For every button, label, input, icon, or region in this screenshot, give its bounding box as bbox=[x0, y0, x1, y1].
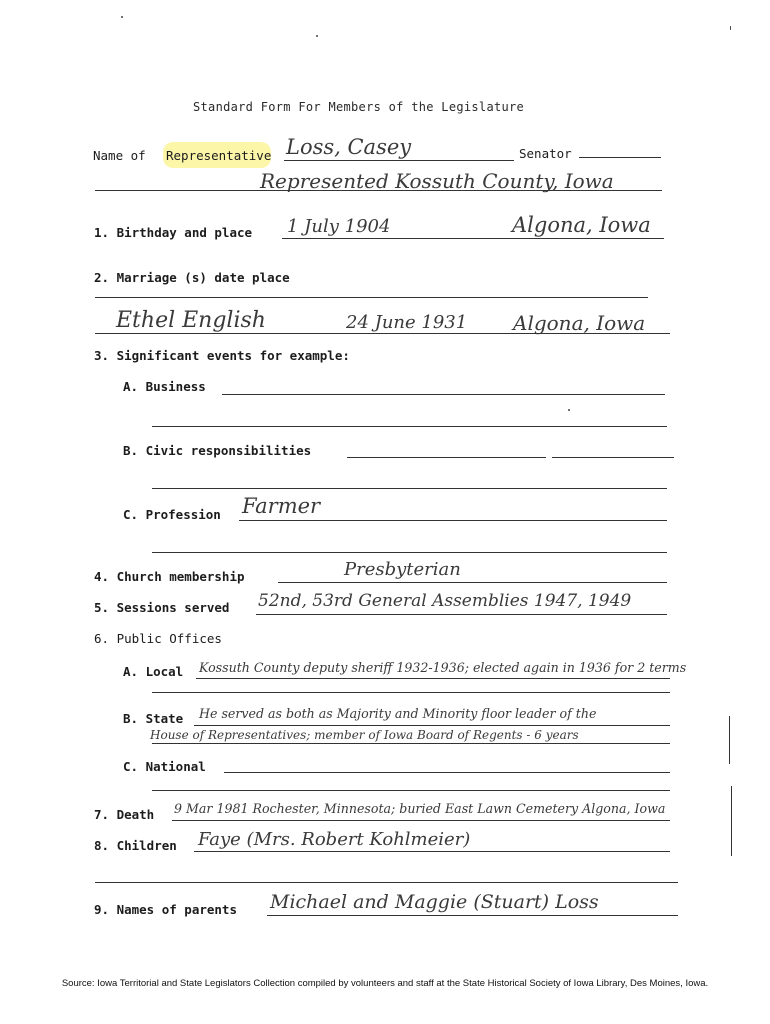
state-label: B. State bbox=[123, 711, 184, 726]
local-label: A. Local bbox=[123, 664, 184, 679]
marriage-spouse: Ethel English bbox=[116, 308, 266, 333]
national-line-1 bbox=[224, 772, 670, 773]
offices-label: 6. Public Offices bbox=[94, 631, 222, 646]
birthday-place: Algona, Iowa bbox=[512, 213, 651, 237]
representative-name: Loss, Casey bbox=[286, 135, 412, 159]
margin-bracket bbox=[729, 716, 730, 764]
senator-label: Senator bbox=[519, 146, 572, 161]
form-title: Standard Form For Members of the Legislature bbox=[193, 100, 525, 114]
marriage-line-1 bbox=[95, 297, 648, 298]
business-line-2 bbox=[152, 426, 667, 427]
profession-line-1 bbox=[239, 520, 667, 521]
parents-value: Michael and Maggie (Stuart) Loss bbox=[270, 891, 599, 913]
civic-line-2 bbox=[152, 488, 667, 489]
death-label: 7. Death bbox=[94, 807, 155, 822]
scan-speck bbox=[121, 16, 123, 18]
scan-speck bbox=[730, 26, 731, 30]
business-label: A. Business bbox=[123, 379, 206, 394]
death-value: 9 Mar 1981 Rochester, Minnesota; buried East Lawn Cemetery Algona, Iowa bbox=[174, 801, 666, 816]
profession-label: C. Profession bbox=[123, 507, 221, 522]
parents-label: 9. Names of parents bbox=[94, 902, 237, 917]
state-line-2 bbox=[152, 743, 670, 744]
parents-line bbox=[267, 915, 678, 916]
scan-speck bbox=[316, 35, 318, 37]
civic-label: B. Civic responsibilities bbox=[123, 443, 312, 458]
local-value: Kossuth County deputy sheriff 1932-1936; elected again in 1936 for 2 terms bbox=[199, 660, 687, 675]
name-line bbox=[284, 160, 514, 161]
state-value-line2: House of Representatives; member of Iowa Board of Regents - 6 years bbox=[150, 728, 579, 742]
marriage-place: Algona, Iowa bbox=[513, 311, 646, 335]
civic-line-1b bbox=[552, 457, 674, 458]
church-line bbox=[278, 582, 667, 583]
marriage-date: 24 June 1931 bbox=[346, 312, 468, 333]
birthday-date: 1 July 1904 bbox=[287, 216, 391, 237]
profession-line-2 bbox=[152, 552, 667, 553]
state-value-line1: He served as both as Majority and Minority floor leader of the bbox=[199, 706, 597, 721]
local-line-2 bbox=[152, 692, 670, 693]
business-line-1 bbox=[222, 394, 665, 395]
national-line-2 bbox=[152, 790, 670, 791]
senator-line bbox=[579, 157, 661, 158]
sessions-label: 5. Sessions served bbox=[94, 600, 230, 615]
church-label: 4. Church membership bbox=[94, 569, 245, 584]
civic-line-1 bbox=[347, 457, 546, 458]
representative-label: Representative bbox=[166, 148, 272, 163]
scan-speck bbox=[568, 409, 570, 411]
marriage-label: 2. Marriage (s) date place bbox=[94, 270, 290, 285]
church-value: Presbyterian bbox=[344, 559, 461, 580]
name-label: Name of bbox=[93, 148, 146, 163]
represented-note: Represented Kossuth County, Iowa bbox=[260, 169, 614, 193]
name-line-2 bbox=[95, 190, 662, 191]
local-line-1 bbox=[196, 678, 670, 679]
birthday-label: 1. Birthday and place bbox=[94, 225, 253, 240]
sessions-value: 52nd, 53rd General Assemblies 1947, 1949 bbox=[258, 591, 632, 611]
profession-value: Farmer bbox=[242, 494, 321, 518]
children-line bbox=[194, 851, 670, 852]
source-caption: Source: Iowa Territorial and State Legislators Collection compiled by volunteers and staff at the State Historical Society of Iowa Library, Des Moines, Iowa. bbox=[61, 978, 709, 989]
children-value: Faye (Mrs. Robert Kohlmeier) bbox=[198, 829, 471, 850]
events-label: 3. Significant events for example: bbox=[94, 348, 350, 363]
sessions-line bbox=[256, 614, 667, 615]
death-line bbox=[172, 820, 670, 821]
margin-bracket bbox=[731, 786, 732, 856]
children-label: 8. Children bbox=[94, 838, 177, 853]
state-line-1 bbox=[194, 725, 670, 726]
national-label: C. National bbox=[123, 759, 206, 774]
marriage-line-2 bbox=[95, 333, 670, 334]
children-line-2 bbox=[95, 882, 678, 883]
birthday-line bbox=[282, 238, 664, 239]
